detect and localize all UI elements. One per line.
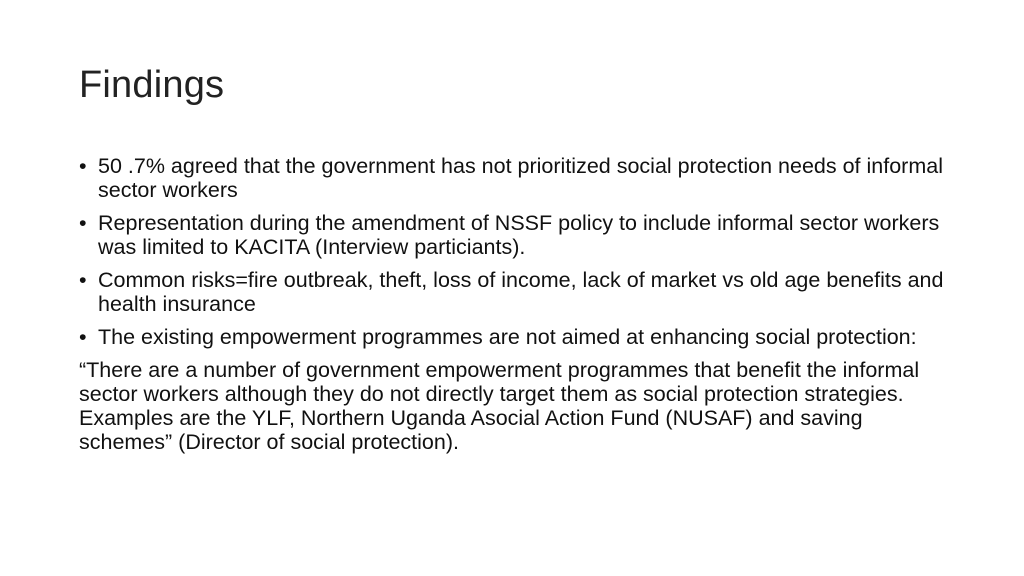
bullet-text: Representation during the amendment of NSSF policy to include informal sector workers was limited to KACITA (Interview particiants). <box>98 211 940 259</box>
bullet-marker: • <box>79 211 87 235</box>
slide-title: Findings <box>79 64 225 106</box>
bullet-item <box>79 325 959 349</box>
bullet-text: The existing empowerment programmes are not aimed at enhancing social protection: <box>98 325 917 349</box>
bullet-marker: • <box>79 268 87 292</box>
slide-content <box>79 154 959 454</box>
bullet-item <box>79 211 959 259</box>
bullet-marker: • <box>79 154 87 178</box>
bullet-item <box>79 154 959 202</box>
bullet-text: Common risks=fire outbreak, theft, loss of income, lack of market vs old age benefits and health insurance <box>98 268 944 316</box>
bullet-list <box>79 154 959 349</box>
bullet-item <box>79 268 959 316</box>
bullet-text: 50 .7% agreed that the government has not prioritized social protection needs of informal sector workers <box>98 154 943 202</box>
bullet-marker: • <box>79 325 87 349</box>
quote-paragraph: “There are a number of government empowerment programmes that benefit the informal sector workers although they do not directly target them as social protection strategies. Examples are the YLF, Northern Uganda Asocial Action Fund (NUSAF) and saving schemes” (Director of social protection). <box>79 358 920 454</box>
